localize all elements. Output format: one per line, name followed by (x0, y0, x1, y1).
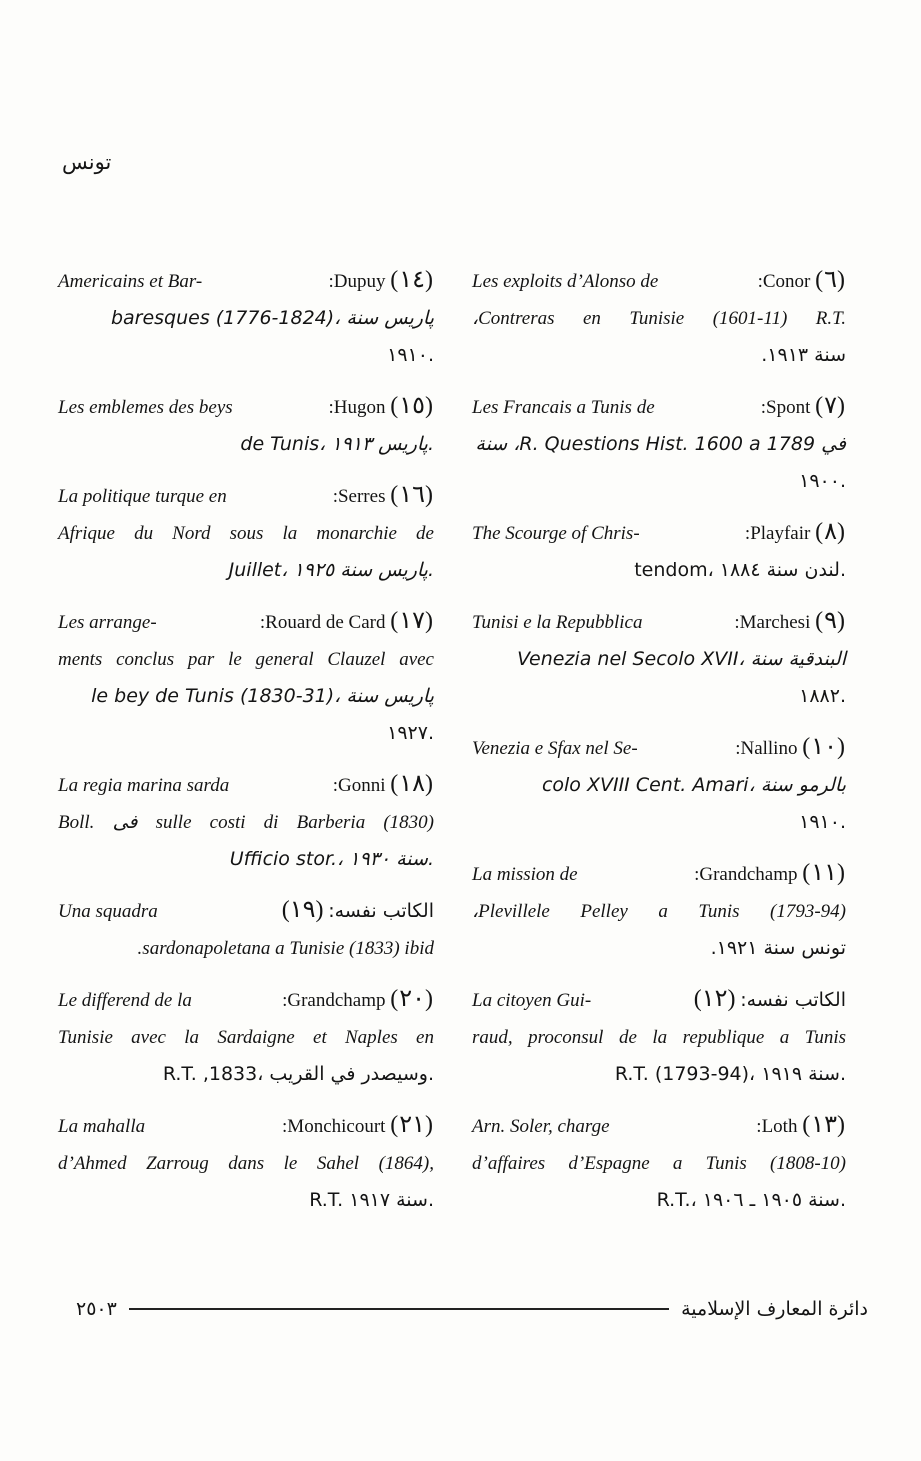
entry-title-start: Tunisi e la Repubblica (472, 612, 643, 633)
entry-title-start: Una squadra (58, 901, 158, 922)
entry-title-start: Venezia e Sfax nel Se- (472, 738, 638, 759)
entry-author: :Gonni (332, 775, 386, 796)
entry-number: (٨) (815, 519, 846, 545)
entry-number: (٧) (815, 393, 846, 419)
entry-line: le bey de Tunis (1830-31)، پاريس سنة (91, 685, 434, 707)
entry-line: ،Contreras en Tunisie (1601-11) R.T. (472, 308, 846, 329)
entry-author: الكاتب نفسه: (740, 989, 846, 1011)
entry-line: في R. Questions Hist. 1600 a 1789، سنة (475, 433, 846, 455)
entry-number: (١٦) (390, 482, 434, 508)
bibliography-entry (58, 981, 434, 1093)
entry-line: raud, proconsul de la republique a Tunis (472, 1027, 846, 1048)
entry-title-start: Americains et Bar- (58, 271, 203, 292)
entry-number: (٢٠) (390, 986, 434, 1012)
bibliography-entry (472, 855, 846, 967)
entry-author: :Grandchamp (694, 864, 798, 885)
entry-first-line (58, 981, 434, 1019)
page-footer (76, 1298, 868, 1320)
left-column (58, 262, 434, 1233)
bibliography-entry (472, 514, 846, 589)
entry-first-line (472, 262, 846, 300)
entry-line: tendom، لندن سنة ١٨٨٤. (634, 559, 846, 581)
entry-number: (١٢) (693, 986, 736, 1012)
entry-line: ١٩١٠. (799, 811, 846, 833)
entry-line: Boll. فى sulle costi di Barberia (1830) (58, 812, 434, 833)
entry-number: (١٩) (281, 897, 324, 923)
entry-first-line (472, 603, 846, 641)
entry-title-start: Les emblemes des beys (58, 397, 233, 418)
entry-author: الكاتب نفسه: (328, 900, 434, 922)
entry-line: Venezia nel Secolo XVII، البندقية سنة (517, 648, 846, 670)
entry-line: Tunisie avec la Sardaigne et Naples en (58, 1027, 434, 1048)
entry-title-start: La mahalla (58, 1116, 146, 1137)
entry-author: :Loth (756, 1116, 798, 1137)
entry-line: ،Plevillele Pelley a Tunis (1793-94) (472, 901, 846, 922)
entry-first-line (58, 766, 434, 804)
publication-title: دائرة المعارف الإسلامية (681, 1298, 868, 1320)
entry-line: R.T. سنة ١٩١٧. (309, 1189, 434, 1211)
entry-title-start: Le differend de la (58, 990, 192, 1011)
entry-author: :Serres (332, 486, 386, 507)
entry-line: colo XVIII Cent. Amari، بالرمو سنة (541, 774, 846, 796)
entry-author: :Marchesi (734, 612, 811, 633)
entry-number: (١٠) (802, 734, 846, 760)
entry-first-line (58, 477, 434, 515)
entry-title-start: La politique turque en (58, 486, 227, 507)
entry-author: :Dupuy (328, 271, 386, 292)
bibliography-entry (58, 892, 434, 967)
footer-rule (129, 1308, 669, 1310)
entry-first-line (58, 892, 434, 930)
bibliography-entry (472, 729, 846, 841)
entry-title-start: Les arrange- (58, 612, 157, 633)
page-number: ٢٥٠٣ (76, 1298, 117, 1320)
entry-first-line (472, 514, 846, 552)
entry-line: d’Ahmed Zarroug dans le Sahel (1864), (58, 1153, 434, 1174)
entry-title-start: The Scourge of Chris- (472, 523, 640, 544)
bibliography-entry (472, 981, 846, 1093)
entry-author: :Rouard de Card (259, 612, 386, 633)
entry-line: ١٩١٠. (387, 344, 434, 366)
entry-line: R.T.، سنة ١٩٠٥ ـ ١٩٠٦. (656, 1189, 846, 1211)
entry-title-start: La citoyen Gui- (472, 990, 592, 1011)
bibliography-entry (58, 766, 434, 878)
entry-number: (١٤) (390, 267, 434, 293)
entry-author: :Monchicourt (282, 1116, 386, 1137)
entry-title-start: La mission de (472, 864, 578, 885)
entry-author: :Nallino (735, 738, 798, 759)
bibliography-entry (472, 603, 846, 715)
entry-line: ments conclus par le general Clauzel avec (58, 649, 434, 670)
entry-line: Juillet، پاريس سنة ١٩٢٥. (228, 559, 434, 581)
entry-first-line (472, 1107, 846, 1145)
entry-first-line (472, 729, 846, 767)
bibliography-entry (58, 603, 434, 752)
bibliography-entry (58, 477, 434, 589)
entry-first-line (472, 855, 846, 893)
entry-author: :Spont (760, 397, 811, 418)
bibliography-entry (58, 1107, 434, 1219)
entry-number: (١١) (802, 860, 846, 886)
entry-line: .sardonapoletana a Tunisie (1833) ibid (137, 938, 434, 959)
entry-line: R.T. ,1833، وسيصدر في القريب. (162, 1063, 434, 1085)
right-column (472, 262, 846, 1233)
entry-title-start: Les exploits d’Alonso de (472, 271, 659, 292)
entry-first-line (58, 262, 434, 300)
entry-first-line (58, 1107, 434, 1145)
entry-first-line (58, 603, 434, 641)
entry-line: ١٩٢٧. (387, 722, 434, 744)
entry-line: تونس سنة ١٩٢١. (710, 937, 846, 959)
entry-number: (٩) (815, 608, 846, 634)
entry-line: de Tunis، پاريس ١٩١٣. (240, 433, 434, 455)
bibliography-entry (58, 388, 434, 463)
bibliography-entry (472, 388, 846, 500)
entry-line: d’affaires d’Espagne a Tunis (1808-10) (472, 1153, 846, 1174)
entry-line: Afrique du Nord sous la monarchie de (58, 523, 434, 544)
entry-line: ١٨٨٢. (799, 685, 846, 707)
entry-number: (١٣) (802, 1112, 846, 1138)
entry-line: سنة ١٩١٣. (761, 344, 846, 366)
entry-title-start: Arn. Soler, charge (472, 1116, 610, 1137)
entry-title-start: La regia marina sarda (58, 775, 230, 796)
entry-line: R.T. (1793-94)، سنة ١٩١٩. (614, 1063, 846, 1085)
entry-line: Ufficio stor.، سنة ١٩٣٠. (229, 848, 434, 870)
entry-number: (٦) (815, 267, 846, 293)
entry-line: ١٩٠٠. (799, 470, 846, 492)
entry-author: :Hugon (328, 397, 386, 418)
bibliography-entry (472, 1107, 846, 1219)
entry-first-line (58, 388, 434, 426)
entry-number: (١٥) (390, 393, 434, 419)
bibliography-entry (472, 262, 846, 374)
entry-line: baresques (1776-1824)، پاريس سنة (110, 307, 434, 329)
entry-author: :Playfair (744, 523, 811, 544)
entry-author: :Conor (757, 271, 811, 292)
entry-author: :Grandchamp (282, 990, 386, 1011)
entry-number: (١٨) (390, 771, 434, 797)
entry-number: (٢١) (390, 1112, 434, 1138)
entry-first-line (472, 981, 846, 1019)
entry-title-start: Les Francais a Tunis de (472, 397, 655, 418)
running-header: تونس (62, 150, 112, 174)
entry-first-line (472, 388, 846, 426)
entry-number: (١٧) (390, 608, 434, 634)
bibliography-entry (58, 262, 434, 374)
